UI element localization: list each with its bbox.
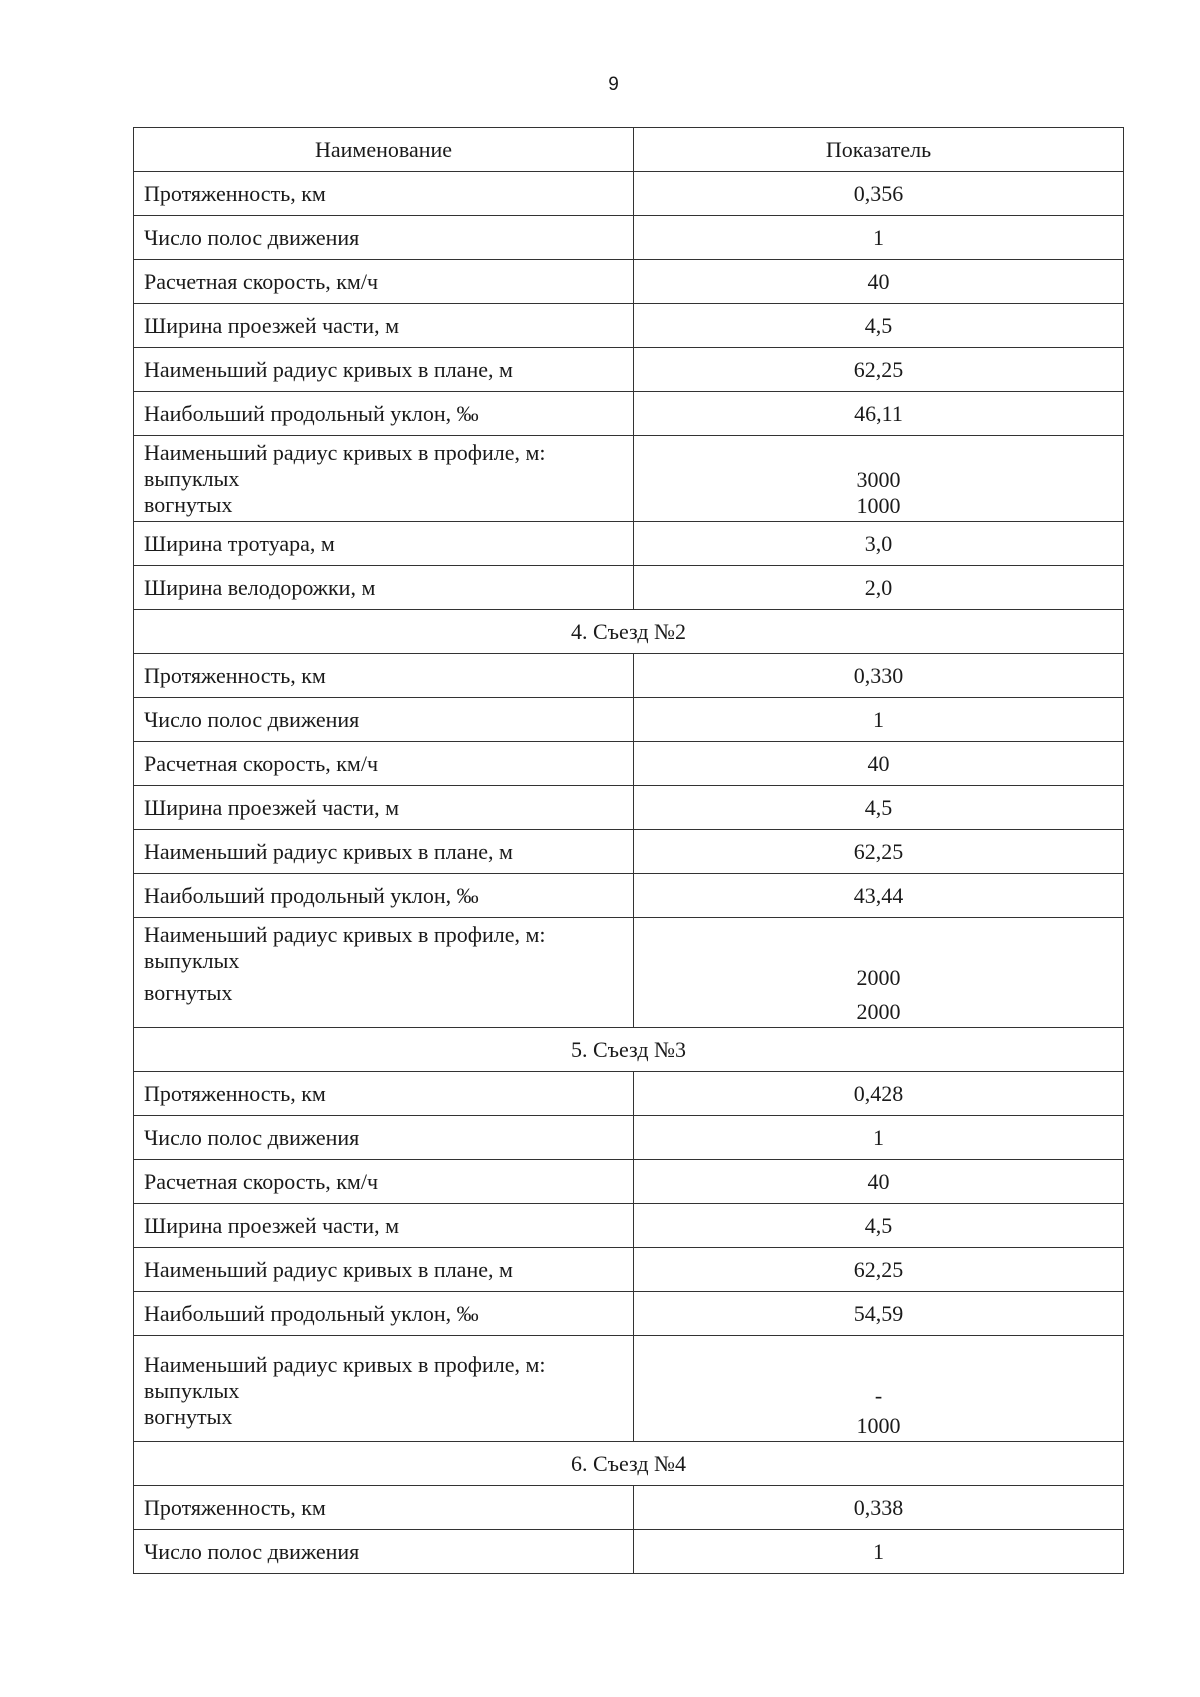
table-row xyxy=(134,874,1124,918)
row-name: Наибольший продольный уклон, ‰ xyxy=(134,874,634,918)
row-value: 4,5 xyxy=(634,1204,1124,1248)
section-title: 4. Съезд №2 xyxy=(134,610,1124,654)
row-value: 0,338 xyxy=(634,1486,1124,1530)
row-value: 46,11 xyxy=(634,392,1124,436)
convex-value: 3000 xyxy=(856,467,901,492)
table-row xyxy=(134,742,1124,786)
row-value: 2,0 xyxy=(634,566,1124,610)
row-value: 1 xyxy=(634,216,1124,260)
row-value: 4,5 xyxy=(634,304,1124,348)
header-value: Показатель xyxy=(634,128,1124,172)
page-number: 9 xyxy=(608,74,619,95)
concave-value: 1000 xyxy=(856,1413,901,1438)
profile-radius-values xyxy=(634,436,1124,522)
concave-label: вогнутых xyxy=(144,1403,233,1429)
row-name: Расчетная скорость, км/ч xyxy=(134,742,634,786)
row-value: 0,356 xyxy=(634,172,1124,216)
row-value: 0,330 xyxy=(634,654,1124,698)
table-row xyxy=(134,1160,1124,1204)
row-name: Наименьший радиус кривых в плане, м xyxy=(134,830,634,874)
row-name: Наибольший продольный уклон, ‰ xyxy=(134,392,634,436)
row-value: 1 xyxy=(634,1116,1124,1160)
row-name: Ширина проезжей части, м xyxy=(134,1204,634,1248)
section-header-row xyxy=(134,1442,1124,1486)
specification-table xyxy=(133,127,1124,1574)
table-row xyxy=(134,1072,1124,1116)
row-name: Протяженность, км xyxy=(134,172,634,216)
table-row xyxy=(134,392,1124,436)
section-header-row xyxy=(134,610,1124,654)
concave-label: вогнутых xyxy=(144,980,233,1005)
row-name: Протяженность, км xyxy=(134,1072,634,1116)
row-name: Расчетная скорость, км/ч xyxy=(134,260,634,304)
table-row xyxy=(134,830,1124,874)
profile-radius-names xyxy=(134,436,634,522)
profile-radius-row xyxy=(134,1336,1124,1442)
row-value: 4,5 xyxy=(634,786,1124,830)
section-title: 5. Съезд №3 xyxy=(134,1028,1124,1072)
profile-radius-row xyxy=(134,436,1124,522)
row-value: 40 xyxy=(634,260,1124,304)
profile-radius-values xyxy=(634,918,1124,1028)
row-name: Ширина проезжей части, м xyxy=(134,786,634,830)
table-row xyxy=(134,786,1124,830)
row-value: 54,59 xyxy=(634,1292,1124,1336)
row-name: Число полос движения xyxy=(134,216,634,260)
table-row xyxy=(134,216,1124,260)
profile-radius-names xyxy=(134,918,634,1028)
table-row xyxy=(134,304,1124,348)
convex-label: выпуклых xyxy=(144,466,240,491)
table-row xyxy=(134,654,1124,698)
table-row xyxy=(134,1292,1124,1336)
section-header-row xyxy=(134,1028,1124,1072)
row-name: Число полос движения xyxy=(134,698,634,742)
table-header-row xyxy=(134,128,1124,172)
row-name: Число полос движения xyxy=(134,1116,634,1160)
row-value: 1 xyxy=(634,1530,1124,1574)
row-name: Ширина тротуара, м xyxy=(134,522,634,566)
row-value: 62,25 xyxy=(634,348,1124,392)
profile-radius-names xyxy=(134,1336,634,1442)
profile-radius-values xyxy=(634,1336,1124,1442)
convex-label: выпуклых xyxy=(144,948,240,973)
row-value: 40 xyxy=(634,742,1124,786)
row-name: Протяженность, км xyxy=(134,1486,634,1530)
row-value: 43,44 xyxy=(634,874,1124,918)
table-row xyxy=(134,1530,1124,1574)
row-value: 1 xyxy=(634,698,1124,742)
profile-title: Наименьший радиус кривых в профиле, м: xyxy=(144,922,546,947)
table-row xyxy=(134,260,1124,304)
row-name: Наибольший продольный уклон, ‰ xyxy=(134,1292,634,1336)
row-name: Ширина проезжей части, м xyxy=(134,304,634,348)
row-value: 40 xyxy=(634,1160,1124,1204)
table-row xyxy=(134,1486,1124,1530)
row-name: Наименьший радиус кривых в плане, м xyxy=(134,348,634,392)
row-value: 62,25 xyxy=(634,1248,1124,1292)
concave-value: 2000 xyxy=(856,999,901,1024)
convex-value: 2000 xyxy=(856,965,901,990)
convex-value: - xyxy=(874,1383,883,1408)
row-value: 3,0 xyxy=(634,522,1124,566)
table-row xyxy=(134,1116,1124,1160)
table-row xyxy=(134,172,1124,216)
table-row xyxy=(134,566,1124,610)
row-name: Протяженность, км xyxy=(134,654,634,698)
row-value: 0,428 xyxy=(634,1072,1124,1116)
convex-label: выпуклых xyxy=(144,1377,240,1403)
concave-label: вогнутых xyxy=(144,492,233,517)
table-row xyxy=(134,1204,1124,1248)
table-row xyxy=(134,1248,1124,1292)
header-name: Наименование xyxy=(134,128,634,172)
section-title: 6. Съезд №4 xyxy=(134,1442,1124,1486)
profile-radius-row xyxy=(134,918,1124,1028)
profile-title: Наименьший радиус кривых в профиле, м: xyxy=(144,440,546,465)
row-name: Число полос движения xyxy=(134,1530,634,1574)
table-row xyxy=(134,698,1124,742)
concave-value: 1000 xyxy=(856,493,901,518)
profile-title: Наименьший радиус кривых в профиле, м: xyxy=(144,1351,546,1377)
row-value: 62,25 xyxy=(634,830,1124,874)
row-name: Расчетная скорость, км/ч xyxy=(134,1160,634,1204)
table-row xyxy=(134,348,1124,392)
row-name: Ширина велодорожки, м xyxy=(134,566,634,610)
row-name: Наименьший радиус кривых в плане, м xyxy=(134,1248,634,1292)
table-row xyxy=(134,522,1124,566)
